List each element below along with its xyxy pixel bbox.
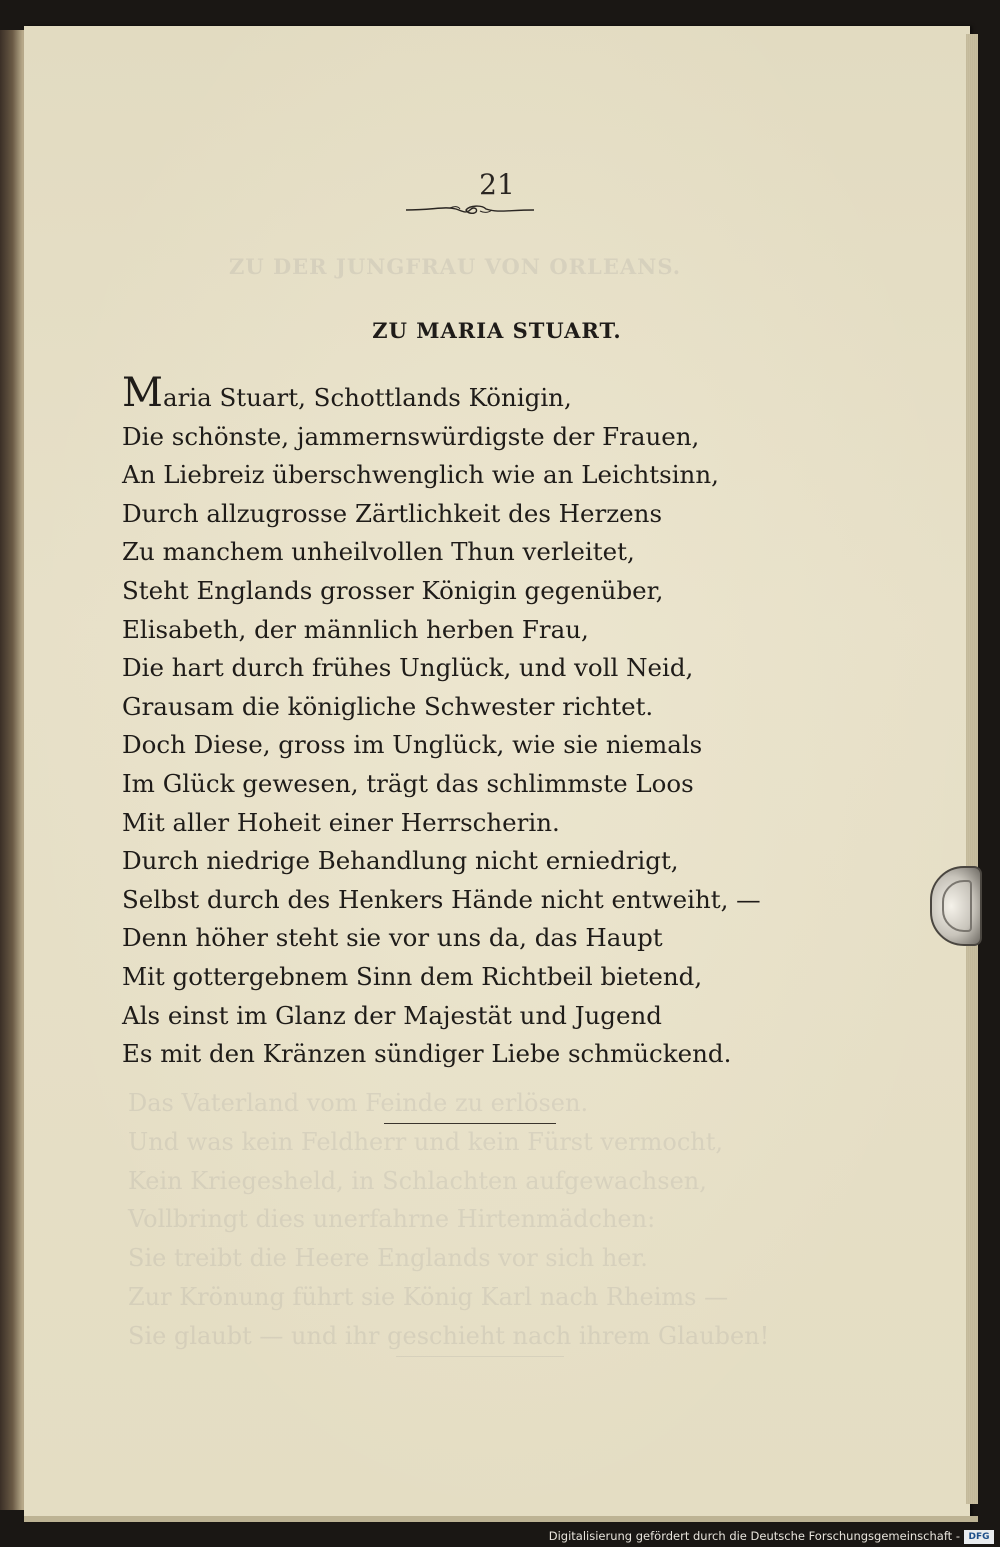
funding-credit: Digitalisierung gefördert durch die Deutsche Forschungsgemeinschaft - xyxy=(548,1529,960,1543)
show-through-line: Sie glaubt — und ihr geschieht nach ihrem Glauben! xyxy=(128,1321,770,1350)
end-rule xyxy=(384,1123,556,1124)
poem-line: Die hart durch frühes Unglück, und voll Neid, xyxy=(122,653,694,683)
poem-line: Mit aller Hoheit einer Herrscherin. xyxy=(122,807,560,837)
drop-cap: M xyxy=(122,370,163,416)
poem-line: Durch niedrige Behandlung nicht erniedrigt, xyxy=(122,846,679,876)
poem-line: An Liebreiz überschwenglich wie an Leichtsinn, xyxy=(122,460,719,490)
poem-line: Als einst im Glanz der Majestät und Jugend xyxy=(122,1000,662,1030)
poem-line: Steht Englands grosser Königin gegenüber, xyxy=(122,575,664,605)
show-through-line: Vollbringt dies unerfahrne Hirtenmädchen: xyxy=(128,1205,656,1234)
show-through-line: Kein Kriegesheld, in Schlachten aufgewachsen, xyxy=(128,1166,707,1195)
poem-line xyxy=(122,370,942,418)
poem-title: ZU MARIA STUART. xyxy=(372,318,622,343)
poem-line: Die schönste, jammernswürdigste der Frauen, xyxy=(122,421,700,451)
poem-body xyxy=(122,370,942,1074)
poem-line: Grausam die königliche Schwester richtet. xyxy=(122,691,654,721)
show-through-line: Sie treibt die Heere Englands vor sich her. xyxy=(128,1244,648,1273)
clip-loop xyxy=(942,880,972,932)
poem-line: Doch Diese, gross im Unglück, wie sie niemals xyxy=(122,730,703,760)
dfg-logo: DFG xyxy=(964,1530,994,1544)
bottom-edge xyxy=(24,1516,978,1522)
book-page xyxy=(24,26,970,1520)
poem-line: Mit gottergebnem Sinn dem Richtbeil bietend, xyxy=(122,961,703,991)
poem-line: Selbst durch des Henkers Hände nicht entweiht, — xyxy=(122,884,761,914)
show-through-lines xyxy=(128,1084,769,1356)
show-through-line: Und was kein Feldherr und kein Fürst vermocht, xyxy=(128,1127,723,1156)
fore-edge xyxy=(966,34,978,1504)
poem-line: Es mit den Kränzen sündiger Liebe schmückend. xyxy=(122,1039,732,1069)
poem-line: Durch allzugrosse Zärtlichkeit des Herzens xyxy=(122,498,663,528)
poem-line: Elisabeth, der männlich herben Frau, xyxy=(122,614,589,644)
show-through-line: Zur Krönung führt sie König Karl nach Rheims — xyxy=(128,1282,729,1311)
poem-first-line: aria Stuart, Schottlands Königin, xyxy=(162,383,572,412)
page-clip-icon xyxy=(930,866,982,946)
show-through-rule xyxy=(396,1356,564,1357)
poem-line: Im Glück gewesen, trägt das schlimmste Loos xyxy=(122,768,694,798)
page-number: 21 xyxy=(479,168,515,201)
poem-line: Denn höher steht sie vor uns da, das Haupt xyxy=(122,923,663,953)
ornament-divider-icon xyxy=(404,200,536,220)
show-through-title: ZU DER JUNGFRAU VON ORLEANS. xyxy=(229,254,682,279)
show-through-line: Das Vaterland vom Feinde zu erlösen. xyxy=(128,1089,589,1117)
poem-line: Zu manchem unheilvollen Thun verleitet, xyxy=(122,537,635,567)
